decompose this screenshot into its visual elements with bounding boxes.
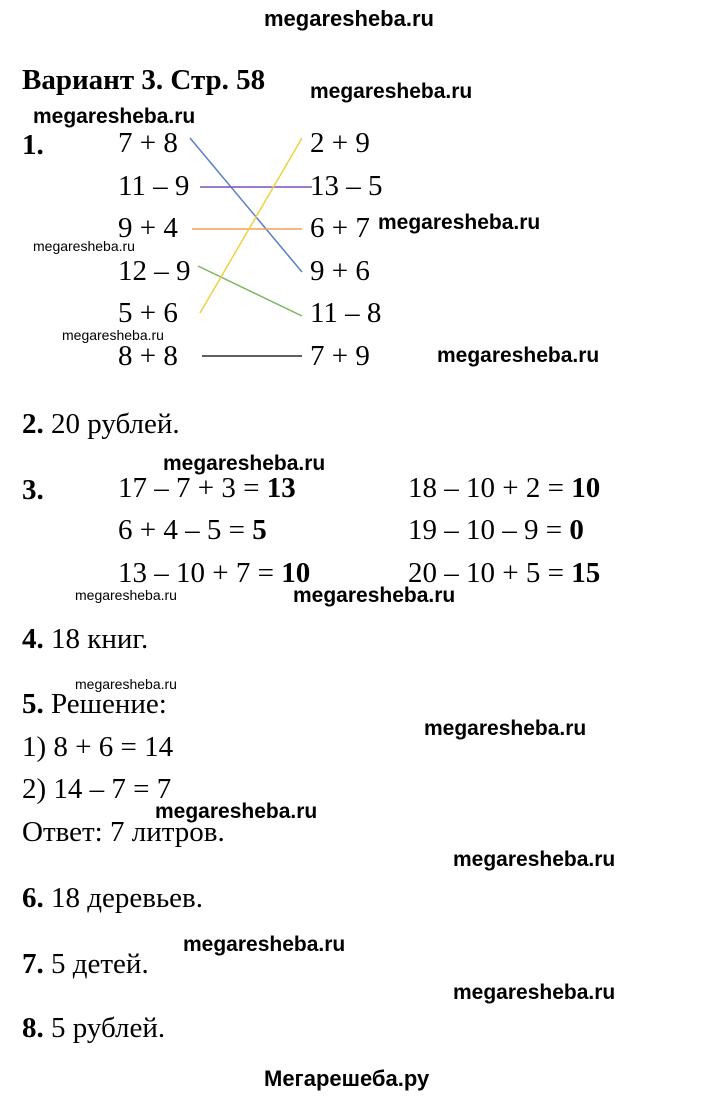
header-site-name: megaresheba.ru — [264, 6, 434, 31]
watermark: megaresheba.ru — [424, 717, 587, 740]
task1-label: 1. — [22, 129, 44, 161]
task7-text: 5 детей. — [51, 948, 149, 980]
watermark: megaresheba.ru — [293, 584, 456, 607]
watermark: megaresheba.ru — [75, 587, 177, 603]
task1-right-expr: 6 + 7 — [310, 212, 370, 244]
task5-title — [22, 690, 167, 719]
task2-label: 2. — [22, 408, 44, 440]
task8-text: 5 рублей. — [51, 1012, 166, 1044]
watermark: megaresheba.ru — [453, 981, 616, 1004]
task2-text: 20 рублей. — [51, 408, 180, 440]
task2-answer — [22, 410, 180, 439]
task8-label: 8. — [22, 1012, 44, 1044]
task4-label: 4. — [22, 623, 44, 655]
task4-text: 18 книг. — [51, 623, 149, 655]
task7-answer — [22, 950, 149, 979]
task1-left-expr: 8 + 8 — [118, 340, 178, 372]
task3-equation — [408, 559, 600, 588]
watermark: megaresheba.ru — [33, 105, 196, 128]
equation-answer: 0 — [569, 514, 584, 546]
equation-expr: 13 – 10 + 7 = — [118, 557, 282, 589]
task1-left-expr: 11 – 9 — [118, 170, 190, 202]
task4-answer — [22, 625, 148, 654]
equation-expr: 20 – 10 + 5 = — [408, 557, 572, 589]
equation-expr: 17 – 7 + 3 = — [118, 472, 267, 504]
task1-left-expr: 9 + 4 — [118, 212, 178, 244]
match-line-blue — [190, 138, 302, 272]
task3-equation — [118, 559, 310, 588]
task3-equation — [408, 516, 584, 545]
watermark: megaresheba.ru — [378, 211, 541, 234]
equation-answer: 13 — [266, 472, 296, 504]
watermark: megaresheba.ru — [155, 800, 318, 823]
task5-step1: 1) 8 + 6 = 14 — [22, 731, 174, 763]
task1-matching-lines — [0, 0, 720, 400]
task6-text: 18 деревьев. — [51, 882, 203, 914]
task1-left-expr: 5 + 6 — [118, 297, 178, 329]
footer-site-name: Мегарешеба.ру — [264, 1066, 430, 1091]
task1-right-expr: 9 + 6 — [310, 255, 370, 287]
watermark: megaresheba.ru — [33, 238, 135, 254]
task1-right-expr: 7 + 9 — [310, 340, 370, 372]
match-line-yellow — [200, 138, 302, 313]
task7-label: 7. — [22, 948, 44, 980]
equation-expr: 19 – 10 – 9 = — [408, 514, 570, 546]
task3-equation — [118, 516, 267, 545]
task1-right-expr: 11 – 8 — [310, 297, 382, 329]
task1-right-expr: 2 + 9 — [310, 127, 370, 159]
task5-label: 5. — [22, 688, 44, 720]
watermark: megaresheba.ru — [453, 848, 616, 871]
task3-label: 3. — [22, 474, 44, 506]
task1-left-expr: 12 – 9 — [118, 255, 191, 287]
watermark: megaresheba.ru — [163, 452, 326, 475]
task8-answer — [22, 1014, 165, 1043]
equation-answer: 10 — [571, 472, 601, 504]
task6-label: 6. — [22, 882, 44, 914]
task5-title-text: Решение: — [51, 688, 167, 720]
task3-equation — [408, 474, 600, 503]
watermark: megaresheba.ru — [437, 344, 600, 367]
watermark: megaresheba.ru — [75, 676, 177, 692]
task5-answer: Ответ: 7 литров. — [22, 816, 225, 848]
watermark: megaresheba.ru — [183, 933, 346, 956]
watermark: megaresheba.ru — [310, 80, 473, 103]
equation-answer: 10 — [281, 557, 311, 589]
task5-step2: 2) 14 – 7 = 7 — [22, 773, 172, 805]
equation-answer: 5 — [252, 514, 267, 546]
page-heading: Вариант 3. Стр. 58 — [22, 64, 266, 96]
task1-right-expr: 13 – 5 — [310, 170, 383, 202]
task6-answer — [22, 884, 203, 913]
equation-expr: 18 – 10 + 2 = — [408, 472, 572, 504]
equation-answer: 15 — [571, 557, 601, 589]
task3-equation — [118, 474, 296, 503]
watermark: megaresheba.ru — [62, 327, 164, 343]
equation-expr: 6 + 4 – 5 = — [118, 514, 253, 546]
task1-left-expr: 7 + 8 — [118, 127, 178, 159]
